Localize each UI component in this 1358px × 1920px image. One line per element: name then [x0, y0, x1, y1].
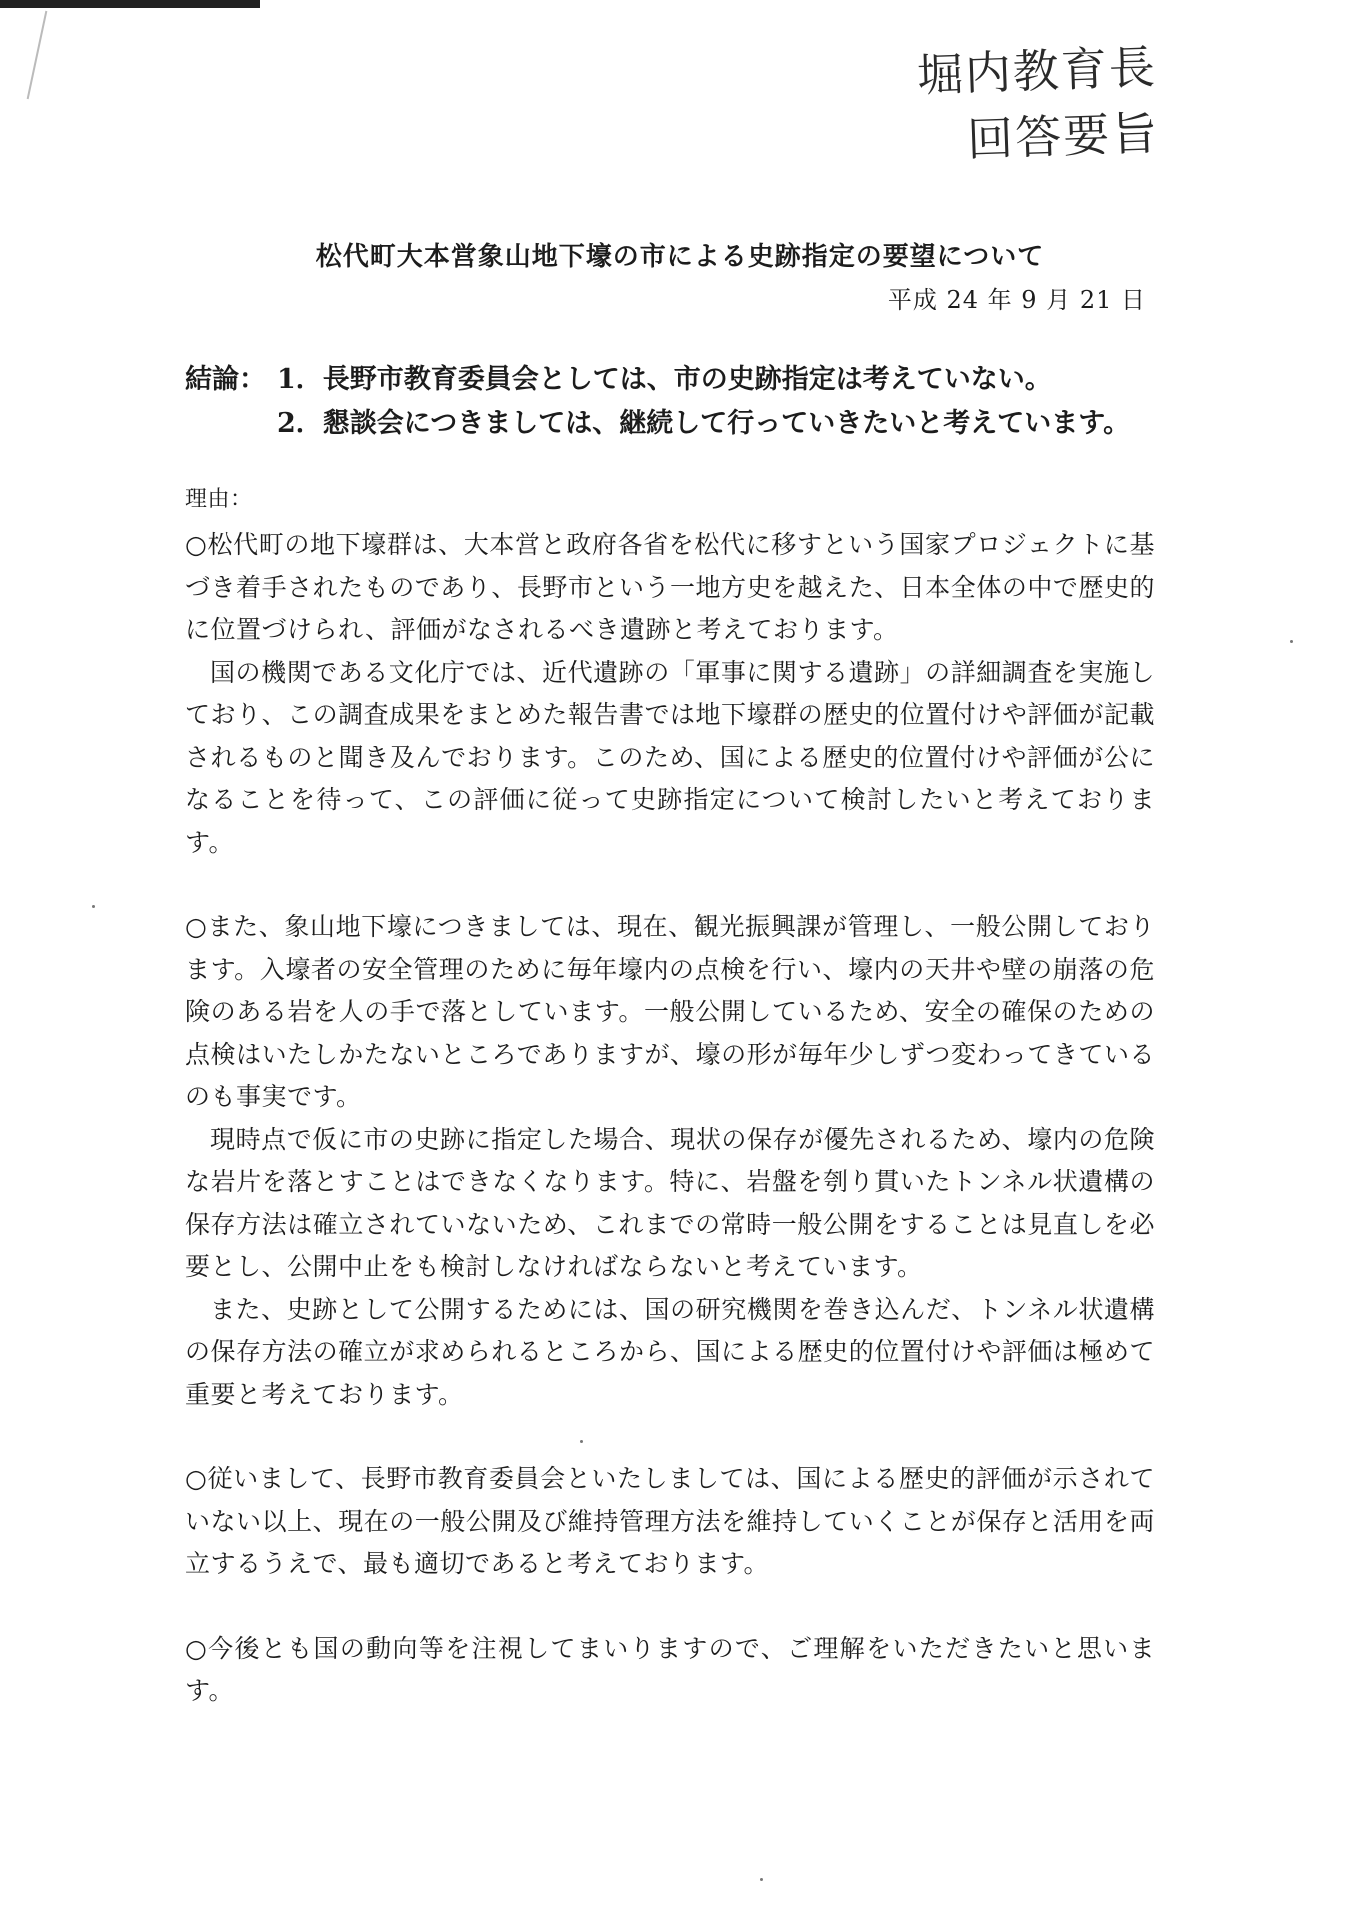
paragraph-gap — [185, 1586, 1155, 1628]
conclusion-section — [185, 358, 1185, 446]
document-title: 松代町大本営象山地下壕の市による史跡指定の要望について — [315, 242, 1045, 272]
reason-paragraph-6: ○従いまして、長野市教育委員会といたしましては、国による歴史的評価が示されていない以上、現在の一般公開及び維持管理方法を維持していくことが保存と活用を両立するうえで、最も適切であると考えております。 — [185, 1464, 1155, 1578]
reason-section — [185, 482, 1155, 1713]
reason-label: 理由： — [185, 487, 253, 512]
scan-edge-mark — [0, 0, 260, 8]
reason-paragraph-3: ○また、象山地下壕につきましては、現在、観光振興課が管理し、一般公開しております。入壕者の安全管理のために毎年壕内の点検を行い、壕内の天井や壁の崩落の危険のある岩を人の手で落としています。一般公開しているため、安全の確保のための点検はいたしかたないところでありますが、壕の形が毎年少しずつ変わってきているのも事実です。 — [185, 912, 1155, 1111]
paragraph-gap — [185, 864, 1155, 906]
conclusion-item-2: 2．懇談会につきましては、継続して行っていきたいと考えています。 — [277, 408, 1131, 439]
reason-paragraph-7: ○今後とも国の動向等を注視してまいりますので、ご理解をいただきたいと思います。 — [185, 1633, 1155, 1705]
conclusion-label: 結論： — [185, 364, 266, 395]
reason-paragraph-1: ○松代町の地下壕群は、大本営と政府各省を松代に移すという国家プロジェクトに基づき着手されたものであり、長野市という一地方史を越えた、日本全体の中で歴史的に位置づけられ、評価がなされるべき遺跡と考えております。 — [185, 530, 1155, 644]
handwritten-note — [916, 34, 1160, 174]
reason-paragraph-5: また、史跡として公開するためには、国の研究機関を巻き込んだ、トンネル状遺構の保存方法の確立が求められるところから、国による歴史的位置付けや評価は極めて重要と考えております。 — [185, 1294, 1155, 1409]
reason-paragraph-2: 国の機関である文化庁では、近代遺跡の「軍事に関する遺跡」の詳細調査を実施しており、この調査成果をまとめた報告書では地下壕群の歴史的位置付けや評価が記載されるものと聞き及んでおります。このため、国による歴史的位置付けや評価が公になることを待って、この評価に従って史跡指定について検討したいと考えております。 — [185, 657, 1155, 857]
handwritten-line-1: 堀内教育長 — [915, 39, 1158, 103]
conclusion-row-1 — [185, 358, 1185, 402]
scan-speck — [92, 905, 95, 908]
handwritten-line-2: 回答要旨 — [966, 105, 1161, 167]
scan-speck — [760, 1878, 763, 1881]
reason-paragraph-4: 現時点で仮に市の史跡に指定した場合、現状の保存が優先されるため、壕内の危険な岩片を落とすことはできなくなります。特に、岩盤を刳り貫いたトンネル状遺構の保存方法は確立されていないため、これまでの常時一般公開をすることは見直しを必要とし、公開中止をも検討しなければならないと考えています。 — [185, 1124, 1155, 1281]
conclusion-item-1: 1．長野市教育委員会としては、市の史跡指定は考えていない。 — [277, 364, 1052, 395]
scan-speck — [580, 1440, 583, 1443]
scan-speck — [1290, 640, 1293, 643]
paragraph-gap — [185, 1416, 1155, 1458]
scan-stray-line — [27, 11, 48, 99]
document-date: 平成 24 年 9 月 21 日 — [887, 286, 1146, 314]
